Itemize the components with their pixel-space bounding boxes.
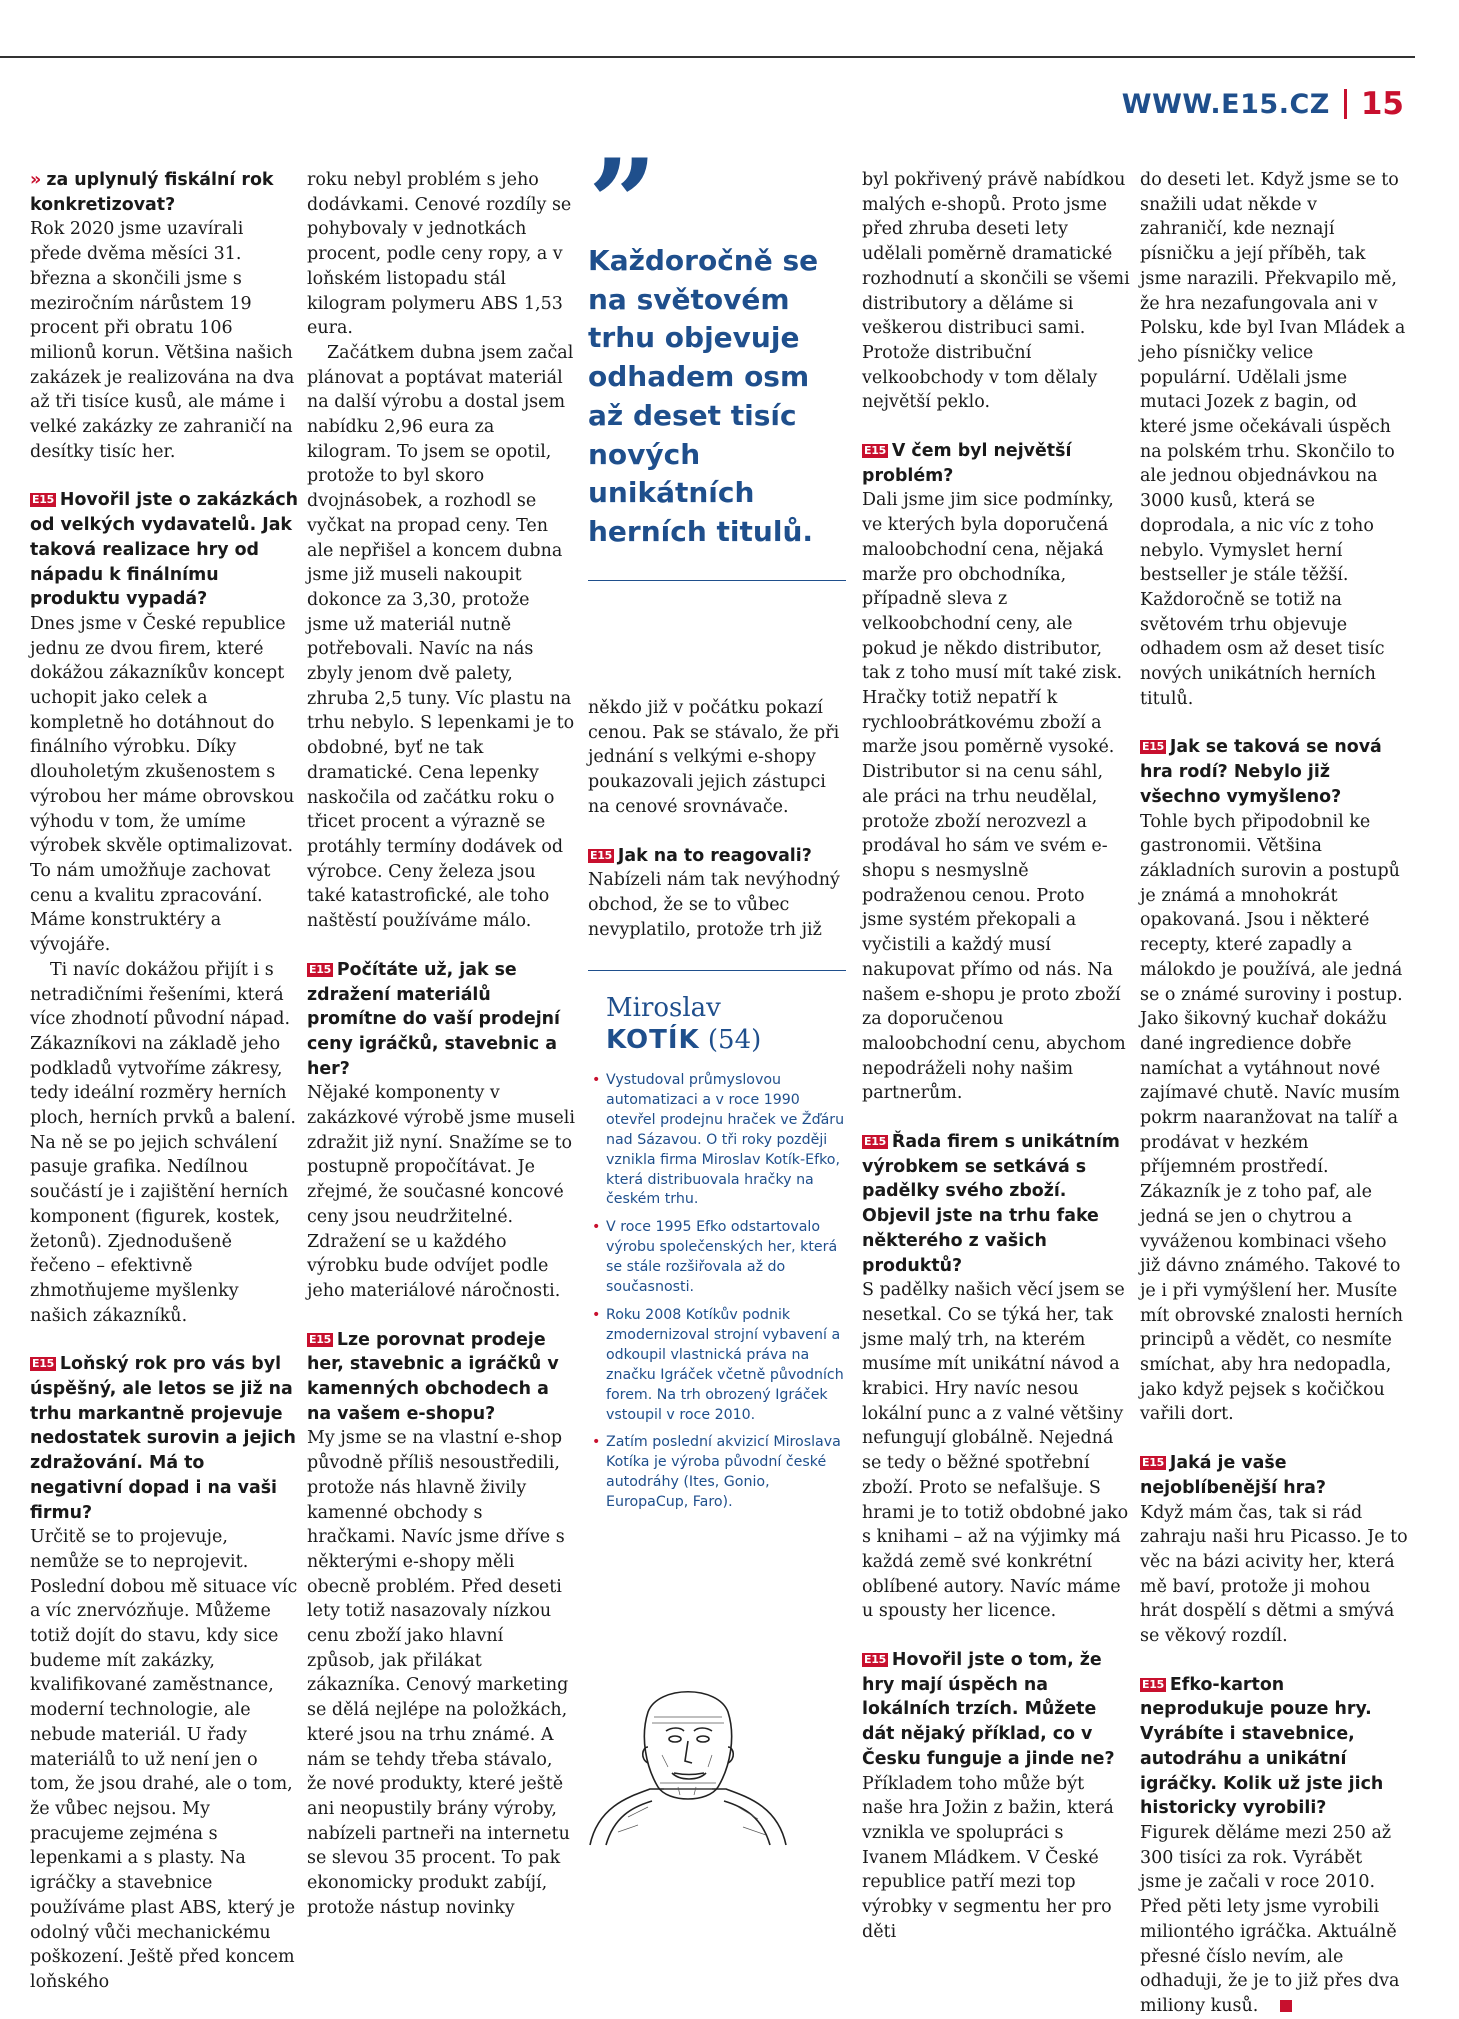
paragraph: někdo již v počátku pokazí cenou. Pak se stávalo, že při jednání s velkými e-shopy poukazovali jejich zástupci na cenové srovnávače. [588, 698, 840, 817]
site-url[interactable]: WWW.E15.CZ [1121, 88, 1330, 120]
pull-quote-text: Každoročně se na světovém trhu objevuje odhadem osm až deset tisíc nových unikátních herních titulů. [588, 244, 819, 548]
page-header [1122, 86, 1404, 122]
bio-item: • Vystudoval průmyslovou automatizaci a v roce 1990 otevřel prodejnu hraček ve Žďáru nad Sázavou. O tři roky později vznikla firma Miroslav Kotík-Efko, která distribuovala hračky na českém trhu. [592, 1071, 846, 1210]
bio-age: (54) [707, 1025, 762, 1055]
bio-first-name: Miroslav [606, 993, 721, 1023]
paragraph: Dali jsme jim sice podmínky, ve kterých byla doporučená maloobchodní cena, nějaká marže pro obchodníka, případně sleva z velkoobchodní ceny, ale pokud je někdo distributor, tak z toho musí mít také zisk. Hračky totiž nepatří k rychloobrátkovému zboží a marže jsou poměrně vysoké. Distributor si na cenu sáhl, ale práci na trhu neudělal, protože zboží nerozvezl a prodával ho sám ve svém e-shopu s nesmyslně podraženou cenou. Proto jsme systém překopali a vyčistili a každý musí nakupovat přímo od nás. Na našem e-shopu je proto zboží za doporučenou maloobchodní cenu, abychom nepodráželi nohy našim partnerům. [862, 490, 1126, 1104]
column-2 [307, 168, 575, 1921]
bio-box [588, 970, 846, 1847]
e15-logo-icon: E15 [864, 444, 886, 458]
column-5 [1140, 168, 1408, 2019]
pull-quote-rule [588, 580, 846, 581]
e15-logo-icon: E15 [32, 493, 54, 507]
paragraph: S padělky našich věcí jsem se nesetkal. Co se týká her, tak jsme malý trh, na kterém musíme mít unikátní návod a krabici. Hry navíc nesou lokální punc a z valné většiny nefungují globálně. Nejedná se tedy o běžné spotřební zboží. Proto se nefalšuje. S hrami je to totiž obdobné jako s knihami – až na výjimky má každá země své konkrétní oblíbené autory. Navíc máme u spousty her licence. [862, 1280, 1129, 1622]
paragraph: Nějaké komponenty v zakázkové výrobě jsme museli zdražit již nyní. Snažíme se to postupně propočítávat. Je zřejmé, že současné koncové ceny jsou neudržitelné. Zdražení se u každého výrobku bude odvíjet podle jeho materiálové náročnosti. [307, 1083, 575, 1301]
portrait-illustration [588, 1657, 788, 1847]
paragraph: Příkladem toho může být naše hra Jožin z bažin, která vznikla ve spolupráci s Ivanem Mládkem. V České republice patří mezi top výrobky v segmentu her pro děti [862, 1773, 1114, 1942]
question: E15 V čem byl největší problém? [862, 441, 1072, 486]
e15-logo-icon: E15 [1142, 740, 1164, 754]
question: E15 Řada firem s unikátním výrobkem se setkává s padělky svého zboží. Objevil jste na trhu fake některého z vašich produktů? [862, 1132, 1120, 1276]
column-4 [862, 168, 1130, 1945]
page-number: 15 [1360, 86, 1404, 122]
column-1 [30, 168, 298, 1995]
e15-logo-icon: E15 [1142, 1677, 1164, 1691]
question: E15 Hovořil jste o tom, že hry mají úspěch na lokálních trzích. Můžete dát nějaký příklad, co v Česku funguje a jinde ne? [862, 1650, 1115, 1769]
question: E15 Efko-karton neprodukuje pouze hry. Vyrábíte i stavebnice, autodráhu a unikátní igráčky. Kolik už jste jich historicky vyrobili? [1140, 1674, 1384, 1819]
e15-logo-icon: E15 [864, 1135, 886, 1149]
bio-list [588, 1071, 846, 1513]
column-3 [588, 696, 846, 942]
paragraph: Když mám čas, tak si rád zahraju naši hru Picasso. Je to věc na bázi acivity her, která mě baví, protože ji mohou hrát dospělí s dětmi a smývá se věkový rozdíl. [1140, 1502, 1408, 1647]
paragraph: Tohle bych připodobnil ke gastronomii. Většina základních surovin a postupů je známá a mnohokrát opakovaná. Jsou i některé recepty, které zapadly a málokdo je používá, ale jedná se o známé suroviny i postup. Jako šikovný kuchař dokážu dané ingredience dobře namíchat a vytáhnout nové zajímavé chutě. Navíc musím pokrm naaranžovat na talíř a prodávat v hezkém příjemném prostředí. Zákazník je z toho paf, ale jedná se jen o chytrou a vyváženou kombinaci všeho již dávno známého. Takové to je i při vymýšlení her. Musíte mít obrovské znalosti herních principů a vědět, co nesmíte smíchat, aby hra nedopadla, jako když pejsek s kočičkou vařili dort. [1140, 811, 1403, 1425]
paragraph: byl pokřivený právě nabídkou malých e-shopů. Proto jsme před zhruba deseti lety udělali poměrně dramatické rozhodnutí a skončili se všemi distributory a děláme si veškerou distribuci sami. Protože distribuční velkoobchody v tom dělaly největší peklo. [862, 170, 1130, 413]
question: E15 Počítáte už, jak se zdražení materiálů promítne do vaší prodejní ceny igráčků, stavebnic a her? [307, 959, 561, 1079]
paragraph: Začátkem dubna jsem začal plánovat a poptávat materiál na další výrobu a dostal jsem nabídku 2,96 eura za kilogram. To jsem se opotil, protože to byl skoro dvojnásobek, a rozhodl se vyčkat na propad ceny. Ten ale nepřišel a koncem dubna jsme již museli nakoupit dokonce za 3,30, protože jsme už materiál nutně potřebovali. Navíc na nás zbyly jenom dvě palety, zhruba 2,5 tuny. Víc plastu na trhu nebylo. S lepenkami je to obdobné, byť ne tak dramatické. Cena lepenky naskočila od začátku roku o třicet procent a výrazně se protáhly termíny dodávek od výrobce. Ceny železa jsou také katastrofické, ale toho naštěstí používáme málo. [307, 342, 575, 932]
end-mark-icon [1280, 2000, 1292, 2012]
paragraph: Ti navíc dokážou přijít i s netradičními řešeními, která více zhodnotí původní nápad. Zákazníkovi na základě jeho podkladů vytvoříme zákresy, tedy ideální rozměry herních ploch, herních prvků a balení. Na ně se po jejich schválení pasuje grafika. Nedílnou součástí je i zajištění herních komponent (figurek, kostek, žetonů). Zjednodušeně řečeno – efektivně zhmotňujeme myšlenky našich zákazníků. [30, 959, 296, 1326]
question: E15 Jak na to reagovali? [590, 845, 812, 866]
bio-name-line [606, 1023, 846, 1057]
paragraph: Rok 2020 jsme uzavírali přede dvěma měsíci 31. března a skončili jsme s meziročním nárůstem 19 procent při obratu 106 milionů korun. Většina našich zakázek je realizována na dva až tři tisíce kusů, ale máme i velké zakázky ze zahraničí na desítky tisíc her. [30, 219, 295, 462]
question: E15 Loňský rok pro vás byl úspěšný, ale letos se již na trhu markantně projevuje nedostatek surovin a jejich zdražování. Má to negativní dopad i na vaši firmu? [30, 1354, 296, 1523]
paragraph: roku nebyl problém s jeho dodávkami. Cenové rozdíly se pohybovaly v jednotkách procent, podle ceny ropy, a v loňském listopadu stál kilogram polymeru ABS 1,53 eura. [307, 170, 572, 339]
pull-quote [588, 133, 846, 581]
paragraph: Určitě se to projevuje, nemůže se to neprojevit. Poslední dobou mě situace víc a víc znervózňuje. Můžeme totiž dojít do stavu, kdy sice budeme mít zakázky, kvalifikované zaměstnance, moderní technologie, ale nebude materiál. U řady materiálů to už není jen o tom, že jsou drahé, ale o tom, že vůbec nejsou. My pracujeme zejména s lepenkami a s plasty. Na igráčky a stavebnice používáme plast ABS, který je odolný vůči mechanickému poškození. Ještě před koncem loňského [30, 1527, 298, 1992]
bio-item: • Zatím poslední akvizicí Miroslava Kotíka je výroba původní české autodráhy (Ites, Gonio, EuropaCup, Faro). [592, 1433, 846, 1513]
e15-logo-icon: E15 [1142, 1456, 1164, 1470]
question: E15 Jak se taková se nová hra rodí? Nebylo již všechno vymyšleno? [1140, 737, 1382, 807]
question: ›› za uplynulý fiskální rok konkretizovat? [30, 170, 274, 215]
e15-logo-icon: E15 [590, 848, 612, 862]
header-divider [1344, 89, 1347, 119]
chevron-right-icon: ›› [30, 170, 39, 190]
top-rule [0, 56, 1415, 58]
paragraph: Figurek děláme mezi 250 až 300 tisíci za rok. Vyrábět jsme je začali v roce 2010. Před pěti lety jsme vyrobili miliontého igráčka. Aktuálně přesné číslo nevím, ale odhaduji, že je to již přes dva miliony kusů. [1140, 1823, 1400, 2016]
e15-logo-icon: E15 [309, 1332, 331, 1346]
quote-mark-icon: ” [588, 133, 648, 274]
paragraph: My jsme se na vlastní e-shop původně příliš nesoustředili, protože nás hlavně živily kamenné obchody s hračkami. Navíc jsme dříve s některými e-shopy měli obecně problém. Před deseti lety totiž nasazovaly nízkou cenu zboží jako hlavní způsob, jak přilákat zákazníka. Cenový marketing se dělá nejlépe na položkách, které jsou na trhu známé. A nám se tehdy třeba stávalo, že nové produkty, které ještě ani neopustily brány výroby, nabízeli partneři na internetu se slevou 35 procent. To pak ekonomicky produkt zabíjí, protože nástup novinky [307, 1428, 570, 1918]
bio-last-name: KOTÍK [606, 1025, 700, 1055]
e15-logo-icon: E15 [32, 1357, 54, 1371]
paragraph: Nabízeli nám tak nevýhodný obchod, že se to vůbec nevyplatilo, protože trh již [588, 870, 840, 940]
paragraph: do deseti let. Když jsme se to snažili udat někde v zahraničí, kde neznají písničku a její příběh, tak jsme narazili. Překvapilo mě, že hra nezafungovala ani v Polsku, kde byl Ivan Mládek a jeho písničky velice populární. Udělali jsme mutaci Jozek z bagin, od které jsme očekávali úspěch na polském trhu. Skončilo to ale jednou objednávkou na 3000 kusů, která se doprodala, a nic víc z toho nebylo. Vymyslet herní bestseller je stále těžší. Každoročně se totiž na světovém trhu objevuje odhadem osm až deset tisíc nových unikátních herních titulů. [1140, 170, 1406, 709]
question: E15 Hovořil jste o zakázkách od velkých vydavatelů. Jak taková realizace hry od nápadu k finálnímu produktu vypadá? [30, 490, 299, 610]
bio-item: • V roce 1995 Efko odstartovalo výrobu společenských her, která se stále rozšiřovala až do současnosti. [592, 1218, 846, 1298]
e15-logo-icon: E15 [864, 1653, 886, 1667]
e15-logo-icon: E15 [309, 962, 331, 976]
bio-item: • Roku 2008 Kotíkův podnik zmodernizoval strojní vybavení a odkoupil vlastnická práva na značku Igráček včetně původních forem. Na trh obrozený Igráček vstoupil v roce 2010. [592, 1306, 846, 1425]
question: E15 Jaká je vaše nejoblíbenější hra? [1140, 1453, 1326, 1498]
paragraph: Dnes jsme v České republice jednu ze dvou firem, které dokážou zákazníkův koncept uchopit jako celek a kompletně ho dotáhnout do finálního výrobku. Díky dlouholetým zkušenostem s výrobou her máme obrovskou výhodu v tom, že umíme výrobek skvěle optimalizovat. To nám umožňuje zachovat cenu a kvalitu zpracování. Máme konstruktéry a vývojáře. [30, 613, 295, 956]
question: E15 Lze porovnat prodeje her, stavebnic a igráčků v kamenných obchodech a na vašem e-shopu? [307, 1329, 559, 1424]
